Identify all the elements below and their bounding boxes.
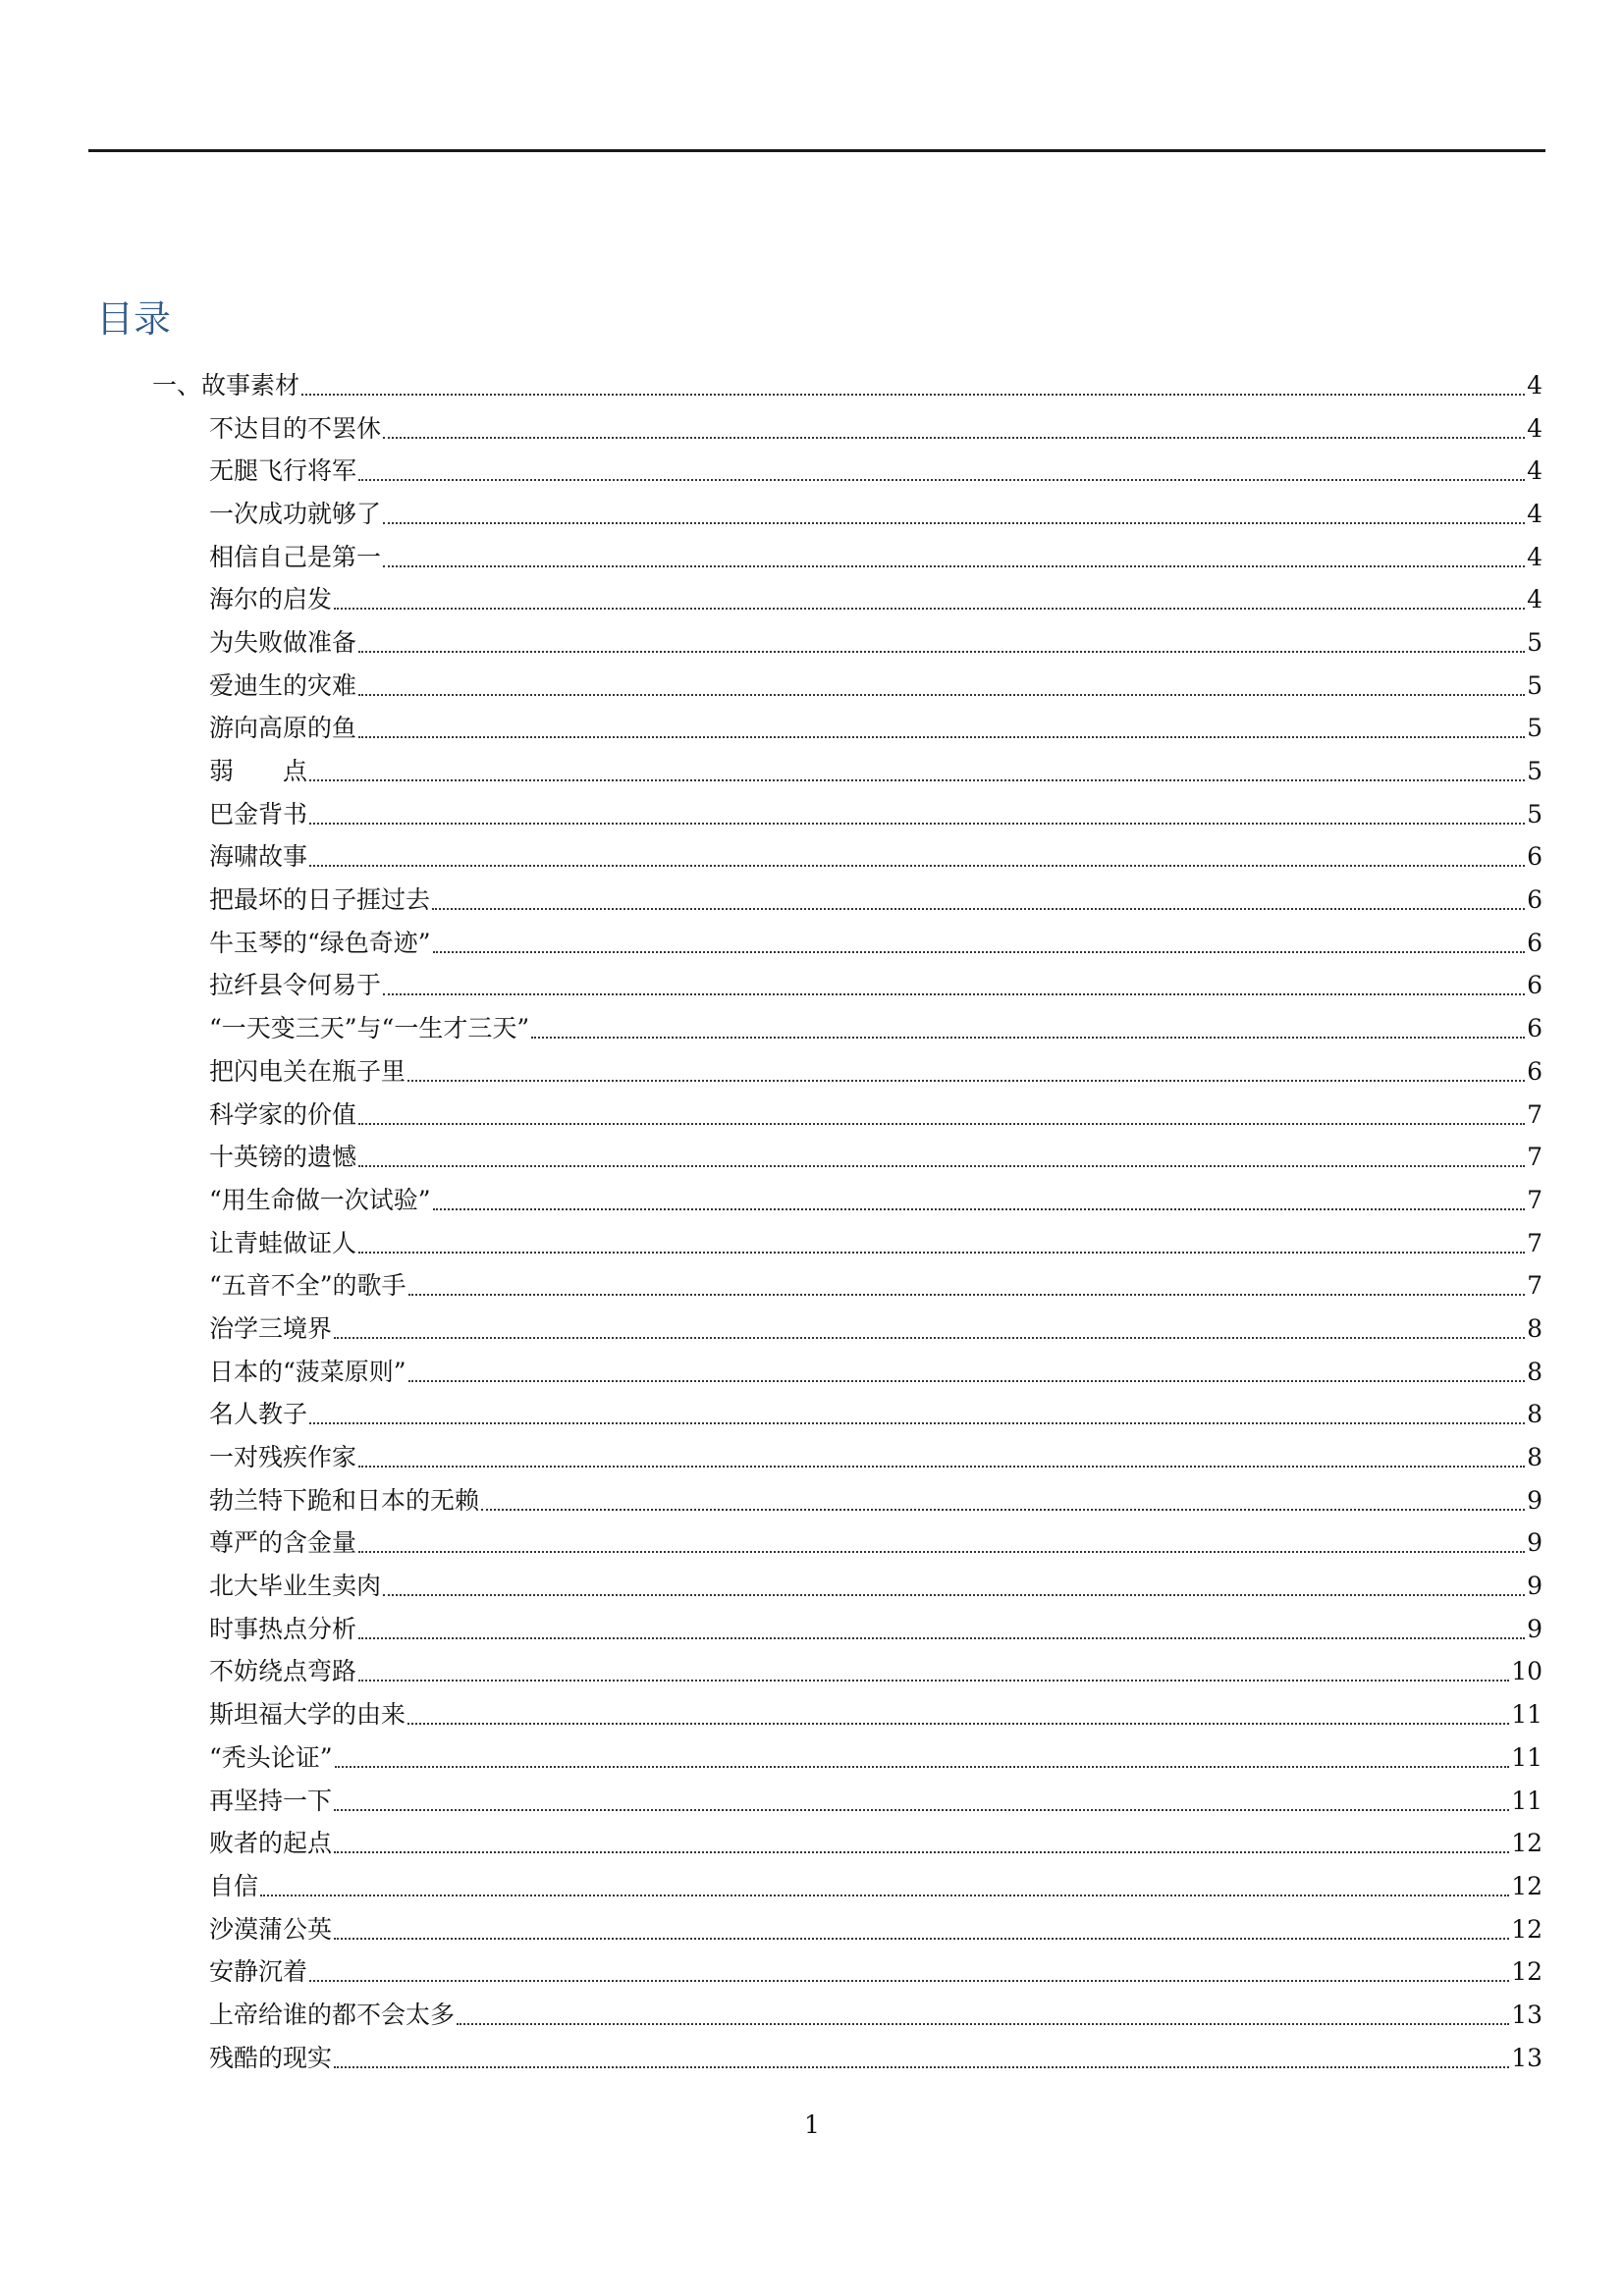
toc-entry-label: 败者的起点 [209,1829,333,1858]
toc-entry-page: 8 [1527,1313,1543,1343]
dot-leader [481,1509,1525,1511]
toc-entry-label: 拉纤县令何易于 [209,971,382,1000]
toc-entry[interactable] [0,836,1624,880]
toc-entry[interactable] [0,1094,1624,1137]
toc-entry[interactable] [0,665,1624,708]
dot-leader [531,1037,1525,1039]
dot-leader [334,1851,1509,1853]
toc-entry-page: 5 [1527,757,1543,786]
toc-entry-page: 13 [1511,2043,1543,2072]
toc-entry[interactable] [0,1994,1624,2037]
toc-entry-label: 沙漠蒲公英 [209,1914,333,1944]
toc-entry[interactable] [0,1222,1624,1265]
dot-leader [358,1551,1525,1553]
toc-entry[interactable] [0,1479,1624,1522]
dot-leader [433,1208,1526,1210]
dot-leader [432,908,1525,910]
toc-entry-label: 名人教子 [209,1400,308,1429]
toc-entry-label: 巴金背书 [209,799,308,828]
toc-entry-label: 海啸故事 [209,842,308,872]
toc-entry[interactable] [0,1950,1624,1994]
toc-entry[interactable] [0,965,1624,1008]
dot-leader [309,1422,1525,1424]
toc-entry-label: 科学家的价值 [209,1099,357,1129]
toc-entry-label: “用生命做一次试验” [209,1185,431,1214]
toc-entry-page: 4 [1527,585,1543,614]
toc-entry[interactable] [0,1308,1624,1351]
dot-leader [301,394,1525,396]
dot-leader [309,1980,1509,1982]
toc-entry-page: 12 [1511,1829,1543,1858]
dot-leader [309,865,1525,867]
toc-entry-page: 6 [1527,885,1543,915]
toc-entry-page: 6 [1527,971,1543,1000]
toc-entry-page: 6 [1527,928,1543,957]
toc-entry-label: 勃兰特下跪和日本的无赖 [209,1485,480,1515]
header-rule [88,149,1545,152]
toc-entry-page: 12 [1511,1871,1543,1900]
dot-leader [358,694,1525,696]
dot-leader [358,1252,1525,1254]
toc-entry-label: 牛玉琴的“绿色奇迹” [209,928,431,957]
toc-entry-page: 4 [1527,499,1543,528]
dot-leader [358,1637,1525,1639]
toc-title: 目录 [96,297,172,341]
toc-entry[interactable] [0,2037,1624,2080]
toc-entry-label: 把最坏的日子捱过去 [209,885,431,915]
toc-entry-label: 爱迪生的灾难 [209,670,357,700]
dot-leader [408,1294,1526,1296]
toc-entry-page: 5 [1527,799,1543,828]
dot-leader [383,437,1525,439]
toc-list [0,364,1624,2080]
toc-entry-label: 不达目的不罢休 [209,413,382,443]
toc-entry-page: 12 [1511,1914,1543,1944]
dot-leader [383,993,1525,995]
toc-entry[interactable] [0,1050,1624,1094]
toc-entry-label: “五音不全”的歌手 [209,1271,406,1301]
toc-entry[interactable] [0,493,1624,536]
toc-entry-page: 6 [1527,842,1543,872]
toc-entry-page: 11 [1511,1700,1543,1730]
toc-entry-page: 8 [1527,1357,1543,1386]
dot-leader [383,1594,1525,1596]
toc-entry-label: 不妨绕点弯路 [209,1657,357,1686]
toc-entry[interactable] [0,1736,1624,1780]
dot-leader [408,1380,1526,1382]
toc-entry-page: 11 [1511,1742,1543,1772]
toc-entry-label: 残酷的现实 [209,2043,333,2072]
toc-entry-label: 为失败做准备 [209,627,357,657]
dot-leader [334,2066,1509,2068]
toc-entry-page: 5 [1527,627,1543,657]
toc-entry-label: 游向高原的鱼 [209,714,357,743]
toc-entry-label: 海尔的启发 [209,585,333,614]
dot-leader [407,1723,1509,1725]
toc-entry-page: 4 [1527,456,1543,486]
toc-entry-label: 斯坦福大学的由来 [209,1700,406,1730]
toc-entry[interactable] [0,1822,1624,1865]
toc-entry-page: 9 [1527,1528,1543,1558]
toc-entry-page: 9 [1527,1614,1543,1643]
page-number: 1 [804,2110,820,2139]
dot-leader [358,1165,1525,1167]
toc-entry[interactable] [0,578,1624,621]
toc-entry-page: 11 [1511,1786,1543,1815]
toc-entry[interactable] [0,1436,1624,1479]
dot-leader [433,951,1526,953]
toc-entry-page: 4 [1527,370,1543,400]
toc-entry[interactable] [0,1908,1624,1951]
dot-leader [358,479,1525,481]
toc-entry-page: 5 [1527,714,1543,743]
toc-entry-label: 一次成功就够了 [209,499,382,528]
dot-leader [334,1337,1525,1339]
dot-leader [358,1123,1525,1125]
toc-entry[interactable] [0,922,1624,965]
toc-entry[interactable] [0,450,1624,493]
toc-entry-label: “一天变三天”与“一生才三天” [209,1014,530,1043]
toc-entry[interactable] [0,1693,1624,1736]
toc-entry-label: 一对残疾作家 [209,1443,357,1472]
toc-entry[interactable] [0,1608,1624,1651]
toc-entry-page: 7 [1527,1143,1543,1172]
dot-leader [457,2023,1509,2025]
toc-entry-page: 10 [1511,1657,1543,1686]
toc-entry[interactable] [0,621,1624,665]
dot-leader [383,522,1525,524]
toc-entry-page: 8 [1527,1400,1543,1429]
toc-entry[interactable] [0,1651,1624,1694]
toc-entry-label: 让青蛙做证人 [209,1228,357,1257]
toc-entry-page: 9 [1527,1485,1543,1515]
dot-leader [309,779,1525,781]
toc-entry[interactable] [0,1136,1624,1179]
dot-leader [334,1809,1509,1811]
dot-leader [407,1080,1525,1082]
toc-entry-label: 把闪电关在瓶子里 [209,1056,406,1086]
toc-entry-page: 4 [1527,413,1543,443]
toc-entry[interactable] [0,708,1624,751]
toc-entry-page: 7 [1527,1185,1543,1214]
toc-entry-label: 弱 点 [209,757,308,786]
dot-leader [334,608,1525,610]
dot-leader [358,1680,1509,1682]
toc-entry-page: 13 [1511,2000,1543,2029]
dot-leader [358,736,1525,738]
toc-entry-label: 日本的“菠菜原则” [209,1357,406,1386]
toc-entry[interactable] [0,1007,1624,1050]
toc-entry-page: 8 [1527,1443,1543,1472]
toc-entry[interactable] [0,1780,1624,1823]
toc-entry[interactable] [0,1565,1624,1608]
toc-entry-page: 7 [1527,1228,1543,1257]
toc-entry-page: 7 [1527,1099,1543,1129]
toc-entry[interactable] [0,1394,1624,1437]
toc-entry-label: 北大毕业生卖肉 [209,1572,382,1601]
toc-entry[interactable] [0,407,1624,451]
toc-entry-label: 自信 [209,1871,259,1900]
toc-entry-label: 时事热点分析 [209,1614,357,1643]
toc-entry-label: 尊严的含金量 [209,1528,357,1558]
toc-entry-page: 6 [1527,1014,1543,1043]
toc-entry[interactable] [0,536,1624,579]
dot-leader [358,651,1525,653]
dot-leader [334,1938,1509,1940]
toc-entry-page: 7 [1527,1271,1543,1301]
toc-entry-label: 上帝给谁的都不会太多 [209,2000,456,2029]
toc-entry[interactable] [0,879,1624,922]
toc-entry[interactable] [0,1522,1624,1566]
dot-leader [309,823,1525,825]
toc-entry-page: 9 [1527,1572,1543,1601]
toc-entry[interactable] [0,1351,1624,1394]
toc-entry[interactable] [0,1264,1624,1308]
toc-entry-page: 6 [1527,1056,1543,1086]
dot-leader [335,1766,1510,1768]
toc-entry-label: 十英镑的遗憾 [209,1143,357,1172]
toc-entry[interactable] [0,750,1624,793]
toc-entry-label: 一、故事素材 [152,370,300,400]
toc-entry-page: 5 [1527,670,1543,700]
toc-entry-page: 12 [1511,1957,1543,1987]
toc-entry-label: 安静沉着 [209,1957,308,1987]
dot-leader [383,565,1525,567]
toc-entry-label: 无腿飞行将军 [209,456,357,486]
toc-entry-label: 治学三境界 [209,1313,333,1343]
dot-leader [260,1895,1509,1896]
toc-entry[interactable] [0,1865,1624,1908]
toc-entry-page: 4 [1527,542,1543,571]
toc-entry-label: 相信自己是第一 [209,542,382,571]
toc-entry[interactable] [0,364,1624,407]
toc-entry-label: 再坚持一下 [209,1786,333,1815]
dot-leader [358,1466,1525,1468]
toc-entry[interactable] [0,1179,1624,1222]
toc-entry[interactable] [0,793,1624,836]
toc-entry-label: “秃头论证” [209,1742,333,1772]
